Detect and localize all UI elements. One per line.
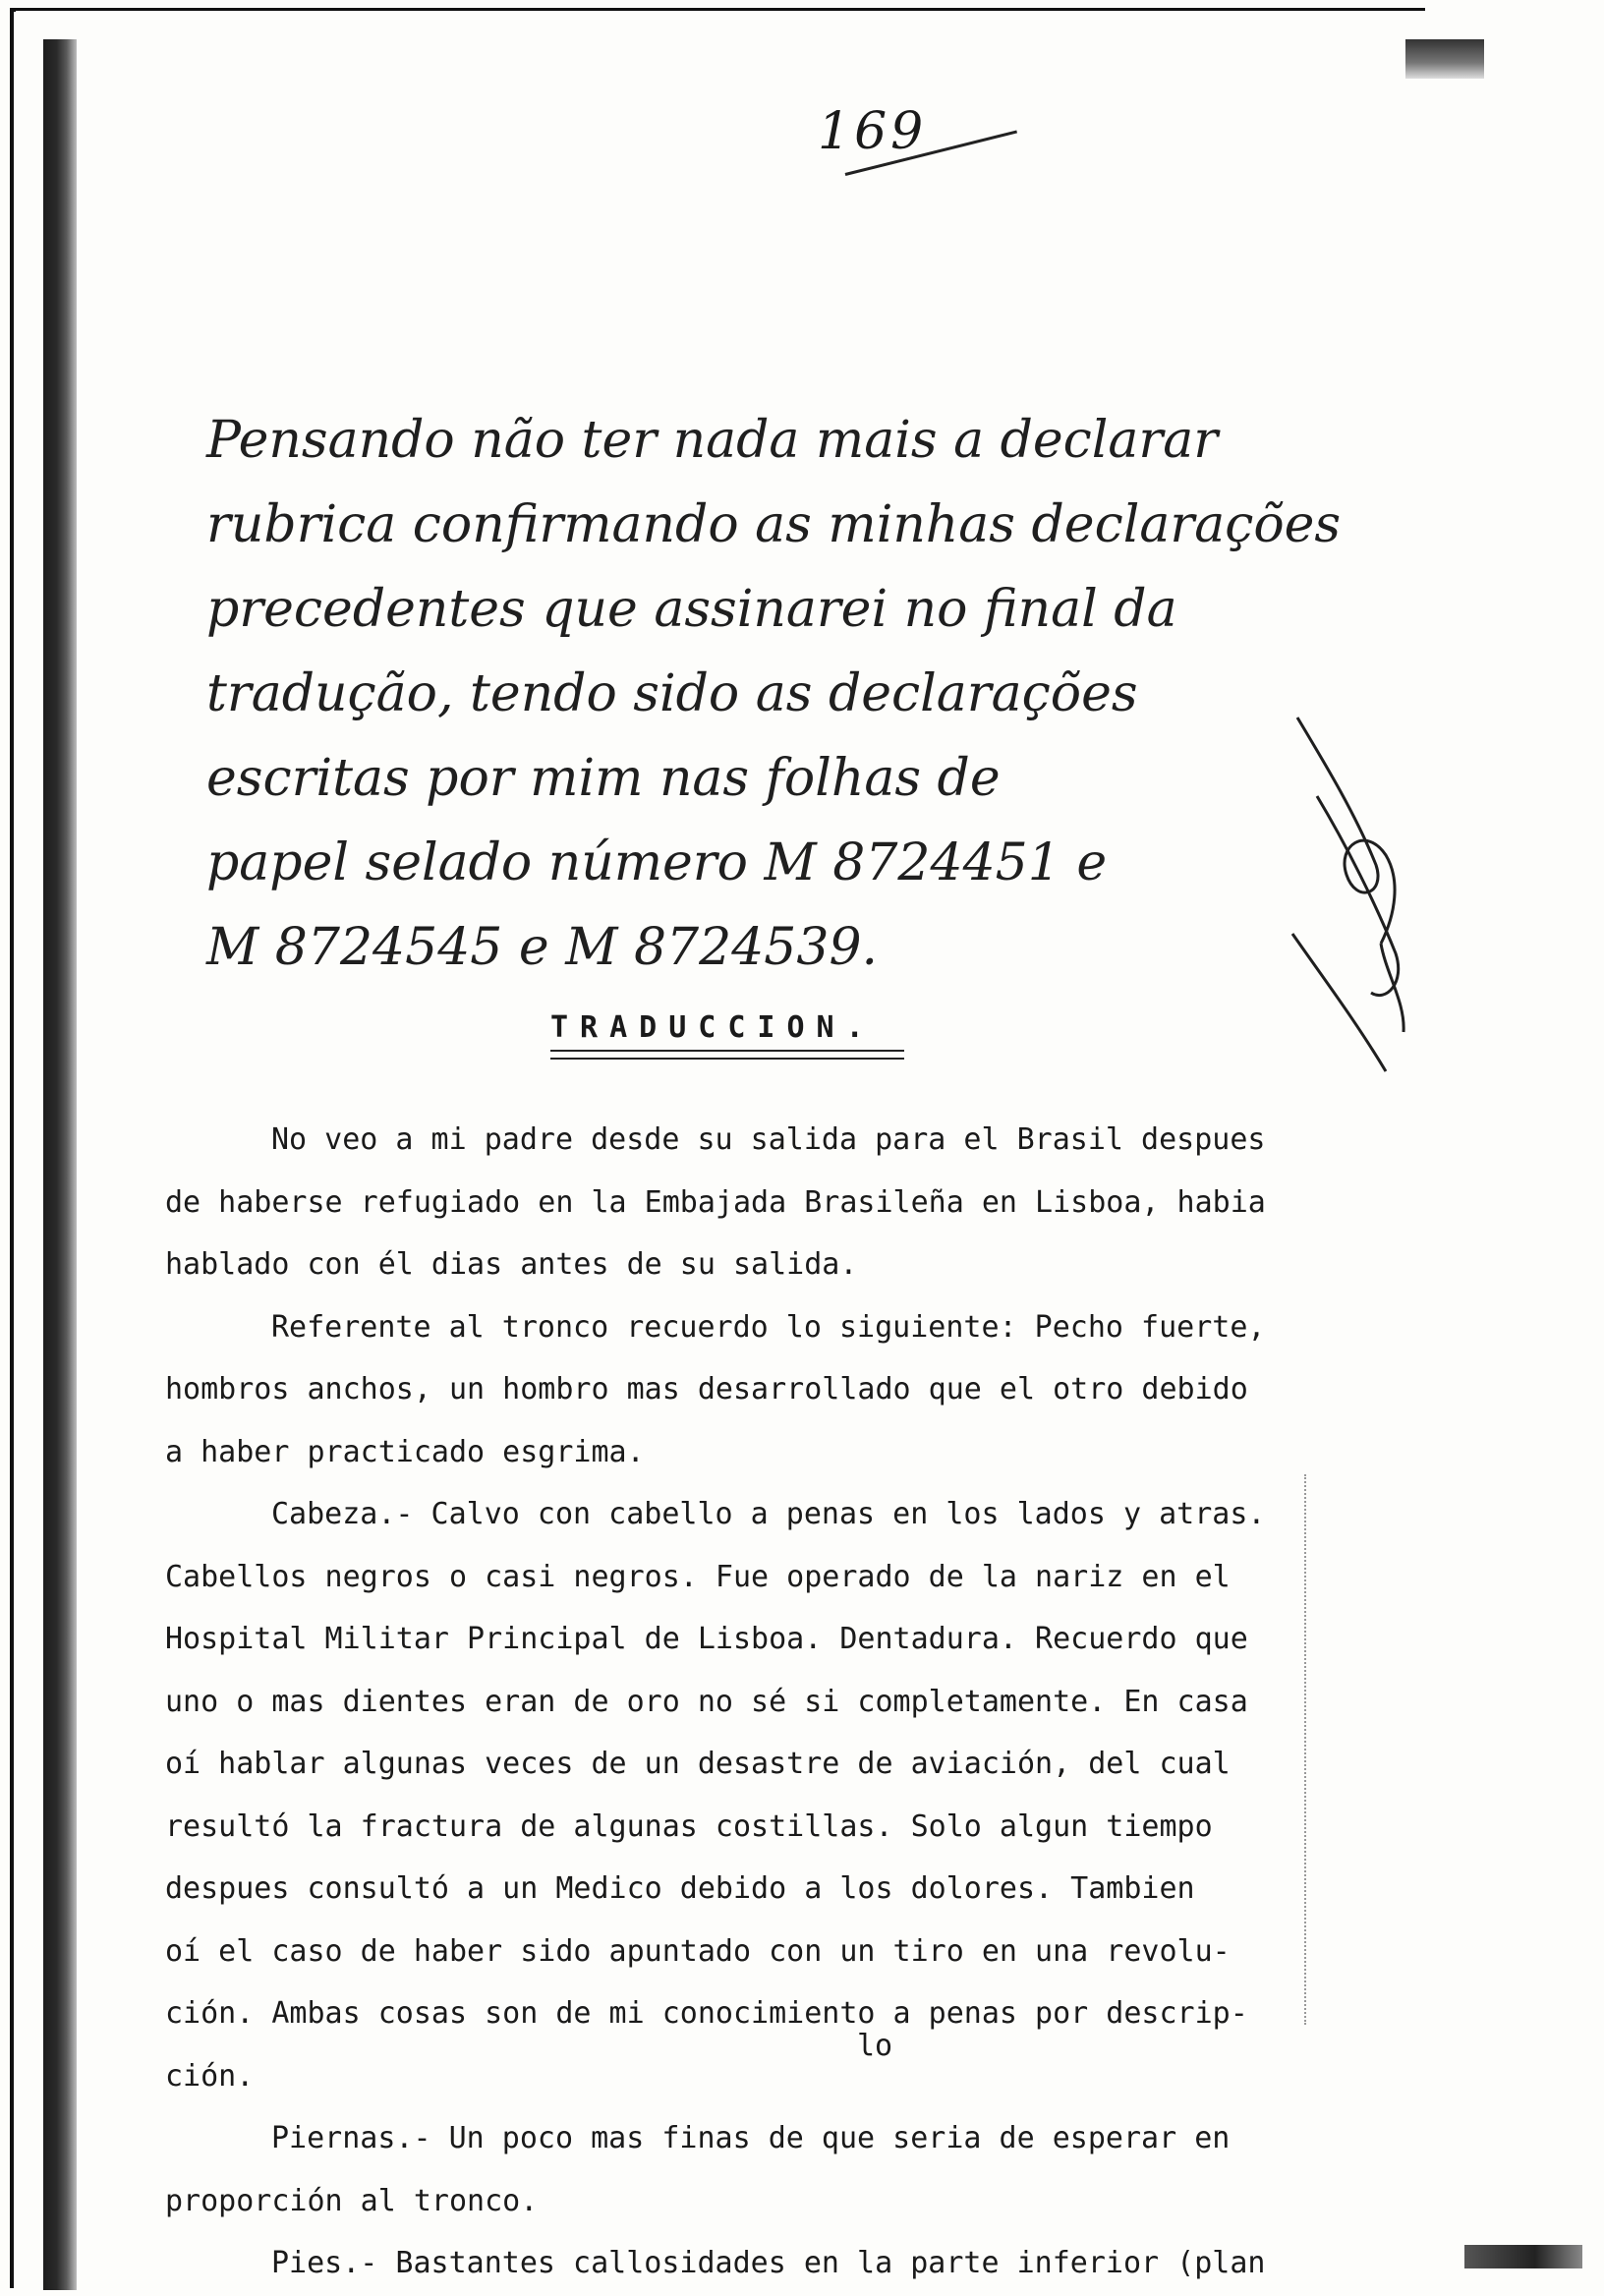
document-title: TRADUCCION. [550, 1010, 876, 1045]
paragraph-line: oí hablar algunas veces de un desastre de aviación, del cual [165, 1747, 1231, 1781]
paragraph-line: hombros anchos, un hombro mas desarrollado que el otro debido [165, 1372, 1248, 1406]
paragraph-line: uno o mas dientes eran de oro no sé si completamente. En casa [165, 1684, 1248, 1719]
paragraph-line: hablado con él dias antes de su salida. [165, 1247, 858, 1282]
scan-corner-artifact-bottom [1464, 2245, 1582, 2268]
interlinear-insertion: lo [857, 2029, 893, 2063]
scan-border-top [10, 8, 1425, 11]
paragraph-line: ción. [165, 2058, 255, 2094]
handwritten-line: papel selado número M 8724451 e [206, 833, 1108, 892]
handwritten-line: precedentes que assinarei no final da [206, 580, 1177, 639]
handwritten-line: M 8724545 e M 8724539. [206, 918, 879, 977]
paragraph-line: a haber practicado esgrima. [165, 1434, 645, 1469]
scan-border-left [10, 8, 16, 2288]
handwritten-line: escritas por mim nas folhas de [206, 749, 1001, 808]
paragraph-line: Hospital Militar Principal de Lisboa. Dentadura. Recuerdo que [165, 1622, 1248, 1656]
page-number: 169 [818, 102, 928, 161]
scan-edge-shadow [43, 39, 77, 2290]
paragraph-line: No veo a mi padre desde su salida para el Brasil despues [271, 1122, 1266, 1157]
paragraph-line: oí el caso de haber sido apuntado con un tiro en una revolu- [165, 1933, 1231, 1969]
paragraph-line: proporción al tronco. [165, 2183, 539, 2218]
scan-corner-artifact [1405, 39, 1484, 79]
handwritten-signature [1288, 708, 1415, 1081]
translation-body [165, 1109, 1384, 2295]
paragraph-line: Referente al tronco recuerdo lo siguiente: Pecho fuerte, [271, 1309, 1266, 1345]
paragraph-line: ción. Ambas cosas son de mi conocimiento a penas por descrip- [165, 1996, 1248, 2031]
paragraph-line: Cabellos negros o casi negros. Fue operado de la nariz en el [165, 1559, 1231, 1594]
handwritten-line: rubrica confirmando as minhas declarações [206, 495, 1342, 554]
paragraph-line: Piernas.- Un poco mas finas de que seria de esperar en [271, 2121, 1231, 2155]
paragraph-line: resultó la fractura de algunas costillas. Solo algun tiempo [165, 1808, 1213, 1844]
title-double-underline [550, 1050, 904, 1060]
paragraph-line: de haberse refugiado en la Embajada Brasileña en Lisboa, habia [165, 1184, 1266, 1220]
handwritten-line: tradução, tendo sido as declarações [206, 664, 1138, 723]
paragraph-line: Cabeza.- Calvo con cabello a penas en los lados y atras. [271, 1497, 1266, 1531]
handwritten-line: Pensando não ter nada mais a declarar [206, 411, 1219, 470]
paragraph-line: despues consultó a un Medico debido a los dolores. Tambien [165, 1871, 1195, 1906]
paragraph-line: Pies.- Bastantes callosidades en la parte inferior (plan [271, 2246, 1266, 2280]
handwritten-note [206, 398, 1386, 990]
